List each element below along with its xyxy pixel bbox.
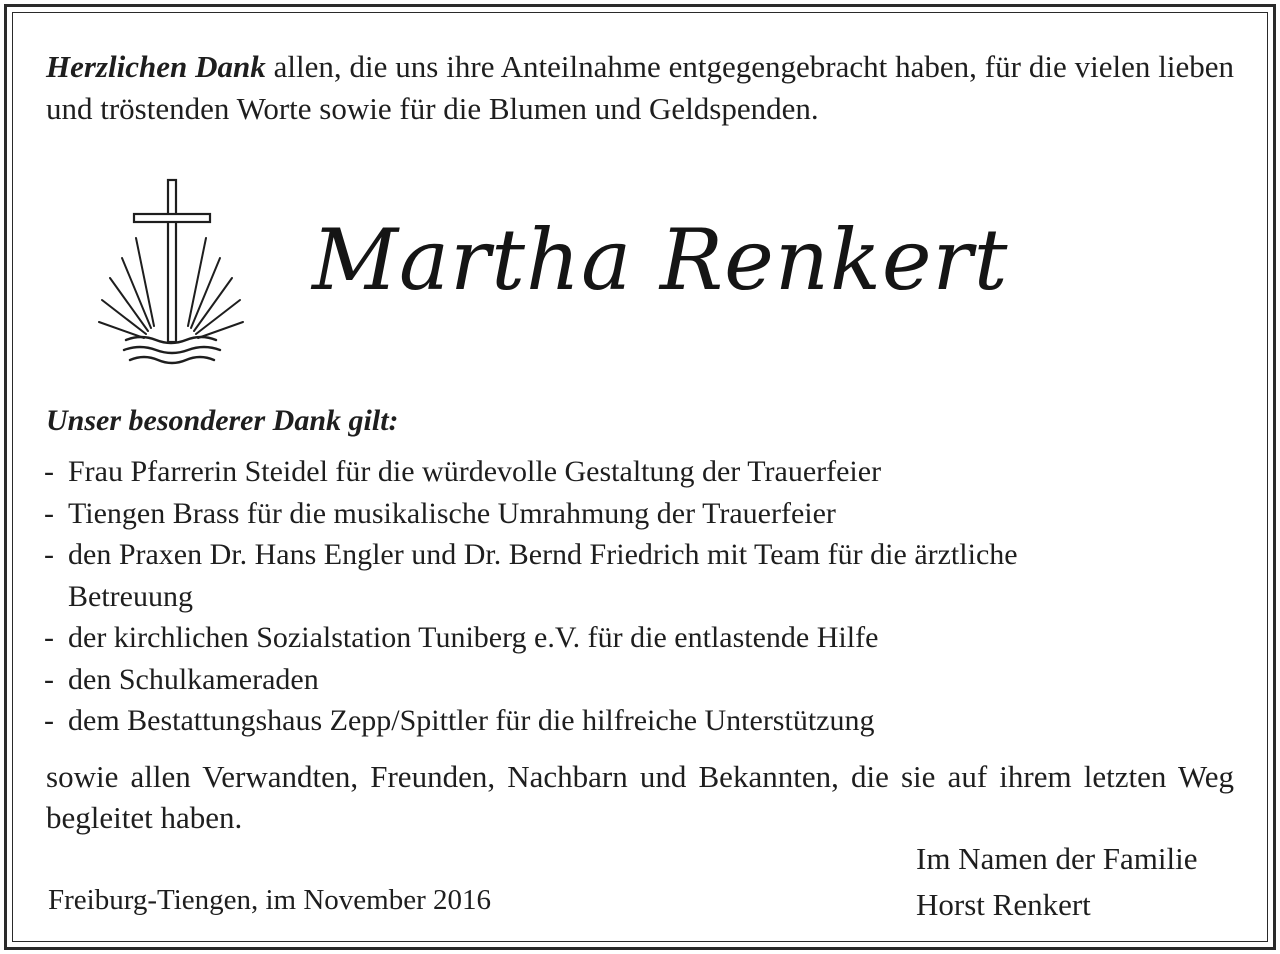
list-item-text: den Praxen Dr. Hans Engler und Dr. Bernd Friedrich mit Team für die ärztliche Betreuung — [68, 538, 1018, 613]
list-dash: - — [44, 621, 54, 654]
list-item-text: der kirchlichen Sozialstation Tuniberg e.V. für die entlastende Hilfe — [68, 621, 879, 654]
list-dash: - — [44, 496, 54, 530]
list-item — [44, 659, 1144, 701]
signature-block — [916, 836, 1198, 928]
intro-paragraph — [46, 46, 1234, 130]
list-item-text: dem Bestattungshaus Zepp/Spittler für die hilfreiche Unterstützung — [68, 704, 875, 737]
signature-line-family: Im Namen der Familie — [916, 841, 1198, 876]
intro-emphasis: Herzlichen Dank — [46, 49, 266, 84]
list-dash: - — [44, 538, 54, 571]
list-dash: - — [44, 662, 54, 696]
list-item-text: Frau Pfarrerin Steidel für die würdevolle Gestaltung der Trauerfeier — [68, 455, 882, 488]
signature-line-name: Horst Renkert — [916, 887, 1091, 922]
list-item — [44, 617, 1144, 659]
list-item — [44, 700, 1144, 742]
list-item — [44, 451, 1144, 493]
thanks-heading: Unser besonderer Dank gilt: — [46, 404, 399, 437]
cross-sunrise-waves-icon — [96, 176, 246, 372]
thanks-list — [44, 451, 1144, 742]
list-item — [44, 493, 1144, 535]
list-item — [44, 534, 1144, 617]
list-item-text: Tiengen Brass für die musikalische Umrahmung der Trauerfeier — [68, 496, 836, 530]
place-date: Freiburg-Tiengen, im November 2016 — [48, 884, 492, 916]
list-dash: - — [44, 704, 54, 737]
closing-paragraph: sowie allen Verwandten, Freunden, Nachbarn und Bekannten, die sie auf ihrem letzten Weg begleitet haben. — [46, 759, 1234, 835]
list-item-text: den Schulkameraden — [68, 662, 319, 696]
deceased-name: Martha Renkert — [312, 211, 1009, 309]
intro-text: allen, die uns ihre Anteilnahme entgegengebracht haben, für die vielen lieben und tröstenden Worte sowie für die Blumen und Geldspenden. — [46, 49, 1234, 126]
list-dash: - — [44, 455, 54, 488]
